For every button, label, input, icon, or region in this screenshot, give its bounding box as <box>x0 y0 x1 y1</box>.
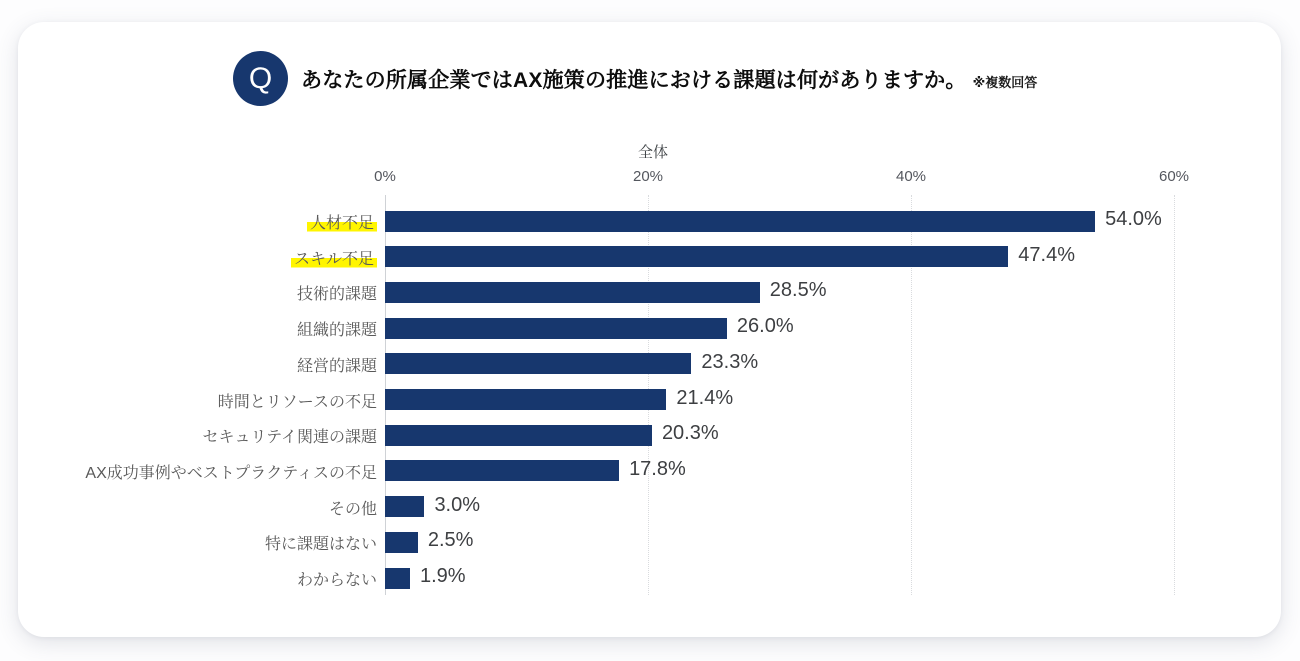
value-label: 28.5% <box>769 279 827 302</box>
highlight-marker: スキル不足 <box>291 251 377 268</box>
category-label: セキュリテイ関連の課題 <box>202 429 377 447</box>
value-label: 1.9% <box>419 565 466 587</box>
value-label: 26.0% <box>736 315 794 338</box>
bar <box>385 211 1095 232</box>
category-label: AX成功事例やベストプラクティスの不足 <box>85 464 377 482</box>
category-label: 経営的課題 <box>296 357 377 375</box>
value-label: 54.0% <box>1105 208 1162 230</box>
question-title: あなたの所属企業ではAX施策の推進における課題は何がありますか。 <box>301 68 967 92</box>
question-header <box>301 51 1037 106</box>
bar <box>385 532 418 553</box>
bar <box>385 568 410 589</box>
bar <box>385 353 691 374</box>
survey-result-card <box>18 22 1281 637</box>
multiple-answer-note: ※複数回答 <box>972 75 1038 90</box>
bar <box>385 282 760 303</box>
group-label: 全体 <box>637 144 668 161</box>
category-label: 技術的課題 <box>296 286 377 304</box>
value-label: 3.0% <box>434 493 481 516</box>
bar <box>385 460 619 481</box>
bar <box>385 389 666 410</box>
x-axis-tick: 60% <box>1158 168 1190 185</box>
value-label: 21.4% <box>676 386 734 409</box>
question-badge-icon: Q <box>233 51 288 106</box>
value-label: 23.3% <box>701 350 759 373</box>
category-label: 時間とリソースの不足 <box>217 393 377 411</box>
bar <box>385 246 1008 267</box>
category-label <box>18 246 377 269</box>
bar <box>385 425 652 446</box>
value-label: 17.8% <box>629 457 686 480</box>
category-label: その他 <box>328 500 377 518</box>
x-axis-tick: 0% <box>374 168 396 185</box>
value-label: 2.5% <box>427 529 474 552</box>
bar <box>385 496 424 517</box>
bar <box>385 318 727 339</box>
x-axis-tick: 20% <box>632 168 664 185</box>
category-label: わからない <box>296 572 377 589</box>
category-label: 組織的課題 <box>296 322 377 340</box>
value-label: 47.4% <box>1018 243 1076 266</box>
vertical-gridline <box>1174 195 1175 595</box>
category-label: 特に課題はない <box>264 536 377 554</box>
highlight-marker: 人材不足 <box>307 215 377 232</box>
value-label: 20.3% <box>661 422 719 445</box>
x-axis-tick: 40% <box>895 168 927 185</box>
category-label <box>18 210 377 233</box>
